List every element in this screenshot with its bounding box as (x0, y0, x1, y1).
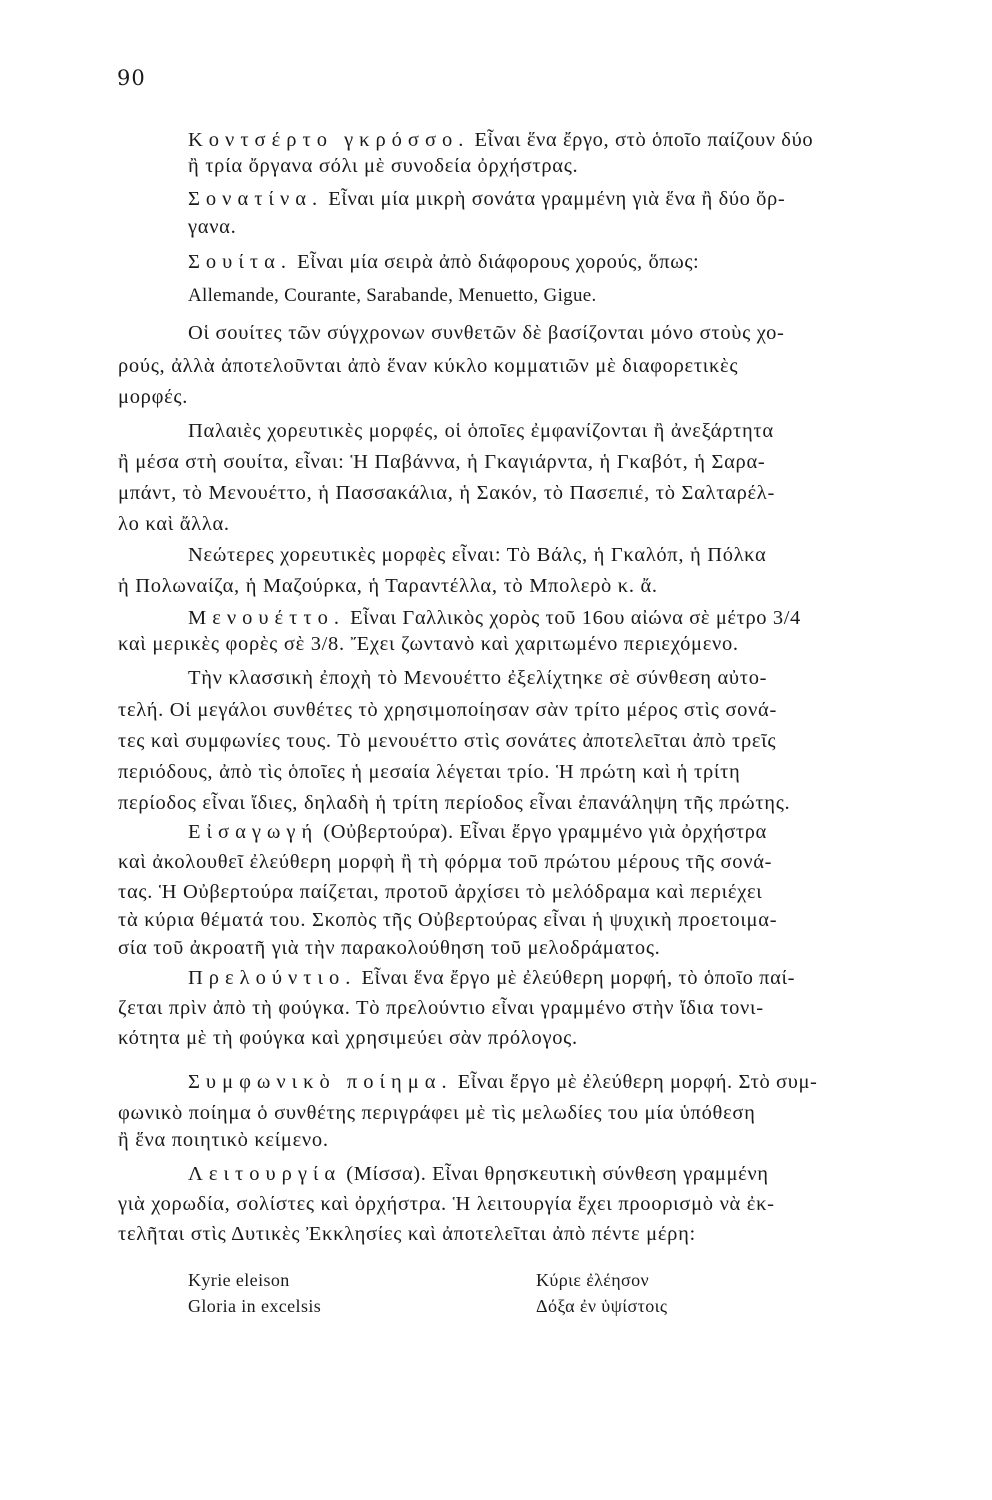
entry-text: ρούς, ἀλλὰ ἀποτελοῦνται ἀπὸ ἕναν κύκλο κομματιῶν μὲ διαφορετικὲς (118, 355, 739, 377)
mass-part-row (188, 1268, 888, 1296)
entry-prelude-line-1 (188, 965, 795, 991)
term-suite: Σουίτα. (188, 251, 292, 273)
entry-text: περίοδος εἶναι ἴδιες, δηλαδὴ ἡ τρίτη περίοδος εἶναι ἐπανάληψη τῆς πρώτης. (118, 792, 791, 814)
term-mass: Λειτουργία (188, 1163, 342, 1185)
entry-text: περιόδους, ἀπὸ τὶς ὁποῖες ἡ μεσαία λέγεται τρίο. Ἡ πρώτη καὶ ἡ τρίτη (118, 761, 741, 783)
mass-part-latin: Gloria in excelsis (188, 1296, 322, 1316)
entry-text: τὰ κύρια θέματά του. Σκοπὸς τῆς Οὐβερτούρας εἶναι ἡ ψυχικὴ προετοιμα- (118, 909, 778, 931)
page-number: 90 (117, 66, 146, 90)
mass-part-row (188, 1294, 888, 1322)
entry-overture-line-1 (188, 819, 767, 845)
term-prelude: Πρελούντιο. (188, 967, 357, 989)
entry-text: Εἶναι μία μικρὴ σονάτα γραμμένη γιὰ ἕνα ἢ δύο ὄρ- (328, 188, 786, 210)
entry-text: γιὰ χορωδία, σολίστες καὶ ὀρχήστρα. Ἡ λειτουργία ἔχει προορισμὸ νὰ ἐκ- (118, 1193, 775, 1215)
entry-text: καὶ μερικὲς φορὲς σὲ 3/8. Ἔχει ζωντανὸ καὶ χαριτωμένο περιεχόμενο. (118, 633, 739, 655)
term-concerto-grosso: Κοντσέρτο γκρόσσο. (188, 129, 470, 151)
dance-list: Allemande, Courante, Sarabande, Menuetto, Gigue. (188, 285, 597, 306)
entry-text: γανα. (188, 216, 237, 238)
term-symphonic-poem: Συμφωνικὸ ποίημα. (188, 1071, 453, 1093)
entry-text: Οἱ σουίτες τῶν σύγχρονων συνθετῶν δὲ βασίζονται μόνο στοὺς χο- (188, 322, 785, 344)
entry-symphonic-poem-line-1 (188, 1069, 817, 1095)
entry-concerto-grosso-line-1 (188, 127, 813, 153)
entry-text: μπάντ, τὸ Μενουέττο, ἡ Πασσακάλια, ἡ Σακόν, τὸ Πασεπιέ, τὸ Σαλταρέλ- (118, 482, 775, 504)
entry-text: ζεται πρὶν ἀπὸ τὴ φούγκα. Τὸ πρελούντιο εἶναι γραμμένο στὴν ἴδια τονι- (118, 997, 764, 1019)
entry-text: (Οὐβερτούρα). Εἶναι ἔργο γραμμένο γιὰ ὀρχήστρα (323, 821, 767, 843)
entry-text: ἢ τρία ὄργανα σόλι μὲ συνοδεία ὀρχήστρας. (188, 155, 579, 177)
mass-parts-table (188, 1268, 888, 1328)
entry-text: ἢ μέσα στὴ σουίτα, εἶναι: Ἡ Παβάννα, ἡ Γκαγιάρντα, ἡ Γκαβότ, ἡ Σαρα- (118, 451, 766, 473)
entry-text: καὶ ἀκολουθεῖ ἐλεύθερη μορφὴ ἢ τὴ φόρμα τοῦ πρώτου μέρους τῆς σονά- (118, 851, 773, 873)
entry-text: κότητα μὲ τὴ φούγκα καὶ χρησιμεύει σὰν πρόλογος. (118, 1027, 578, 1049)
entry-menuetto-line-1 (188, 605, 801, 631)
entry-text: Εἶναι ἕνα ἔργο, στὸ ὁποῖο παίζουν δύο (474, 129, 814, 151)
entry-text: τελῆται στὶς Δυτικὲς Ἐκκλησίες καὶ ἀποτελεῖται ἀπὸ πέντε μέρη: (118, 1223, 696, 1245)
mass-part-latin: Kyrie eleison (188, 1270, 290, 1290)
entry-text: Εἶναι μία σειρὰ ἀπὸ διάφορους χορούς, ὅπως: (297, 251, 700, 273)
entry-text: τελή. Οἱ μεγάλοι συνθέτες τὸ χρησιμοποίησαν σὰν τρίτο μέρος στὶς σονά- (118, 699, 778, 721)
entry-text: (Μίσσα). Εἶναι θρησκευτικὴ σύνθεση γραμμένη (346, 1163, 769, 1185)
entry-text: ἢ ἕνα ποιητικὸ κείμενο. (118, 1129, 329, 1151)
entry-text: ἡ Πολωναίζα, ἡ Μαζούρκα, ἡ Ταραντέλλα, τὸ Μπολερὸ κ. ἄ. (118, 575, 658, 597)
entry-text: σία τοῦ ἀκροατῆ γιὰ τὴν παρακολούθηση τοῦ μελοδράματος. (118, 937, 661, 959)
entry-text: Παλαιὲς χορευτικὲς μορφές, οἱ ὁποῖες ἐμφανίζονται ἢ ἀνεξάρτητα (188, 420, 774, 442)
entry-text: φωνικὸ ποίημα ὁ συνθέτης περιγράφει μὲ τὶς μελωδίες του μία ὑπόθεση (118, 1102, 756, 1124)
entry-text: τας. Ἡ Οὐβερτούρα παίζεται, προτοῦ ἀρχίσει τὸ μελόδραμα καὶ περιέχει (118, 881, 763, 903)
entry-text: Τὴν κλασσικὴ ἐποχὴ τὸ Μενουέττο ἐξελίχτηκε σὲ σύνθεση αὐτο- (188, 667, 768, 689)
term-menuetto: Μενουέττο. (188, 607, 345, 629)
entry-mass-line-1 (188, 1161, 769, 1187)
entry-text: μορφές. (118, 386, 189, 408)
entry-text: τες καὶ συμφωνίες τους. Τὸ μενουέττο στὶς σονάτες ἀποτελεῖται ἀπὸ τρεῖς (118, 730, 777, 752)
entry-suite-line-1 (188, 249, 699, 275)
mass-part-greek: Κύριε ἐλέησον (536, 1270, 650, 1290)
entry-text: Εἶναι Γαλλικὸς χορὸς τοῦ 16ου αἰώνα σὲ μέτρο 3/4 (350, 607, 801, 629)
entry-text: λο καὶ ἄλλα. (118, 513, 230, 535)
entry-text: Εἶναι ἕνα ἔργο μὲ ἐλεύθερη μορφή, τὸ ὁποῖο παί- (361, 967, 796, 989)
mass-part-greek: Δόξα ἐν ὑψίστοις (536, 1296, 668, 1316)
term-sonatina: Σονατίνα. (188, 188, 324, 210)
entry-text: Νεώτερες χορευτικὲς μορφὲς εἶναι: Τὸ Βάλς, ἡ Γκαλόπ, ἡ Πόλκα (188, 544, 767, 566)
term-overture: Εἰσαγωγή (188, 821, 319, 843)
entry-sonatina-line-1 (188, 186, 785, 212)
entry-text: Εἶναι ἔργο μὲ ἐλεύθερη μορφή. Στὸ συμ- (457, 1071, 818, 1093)
